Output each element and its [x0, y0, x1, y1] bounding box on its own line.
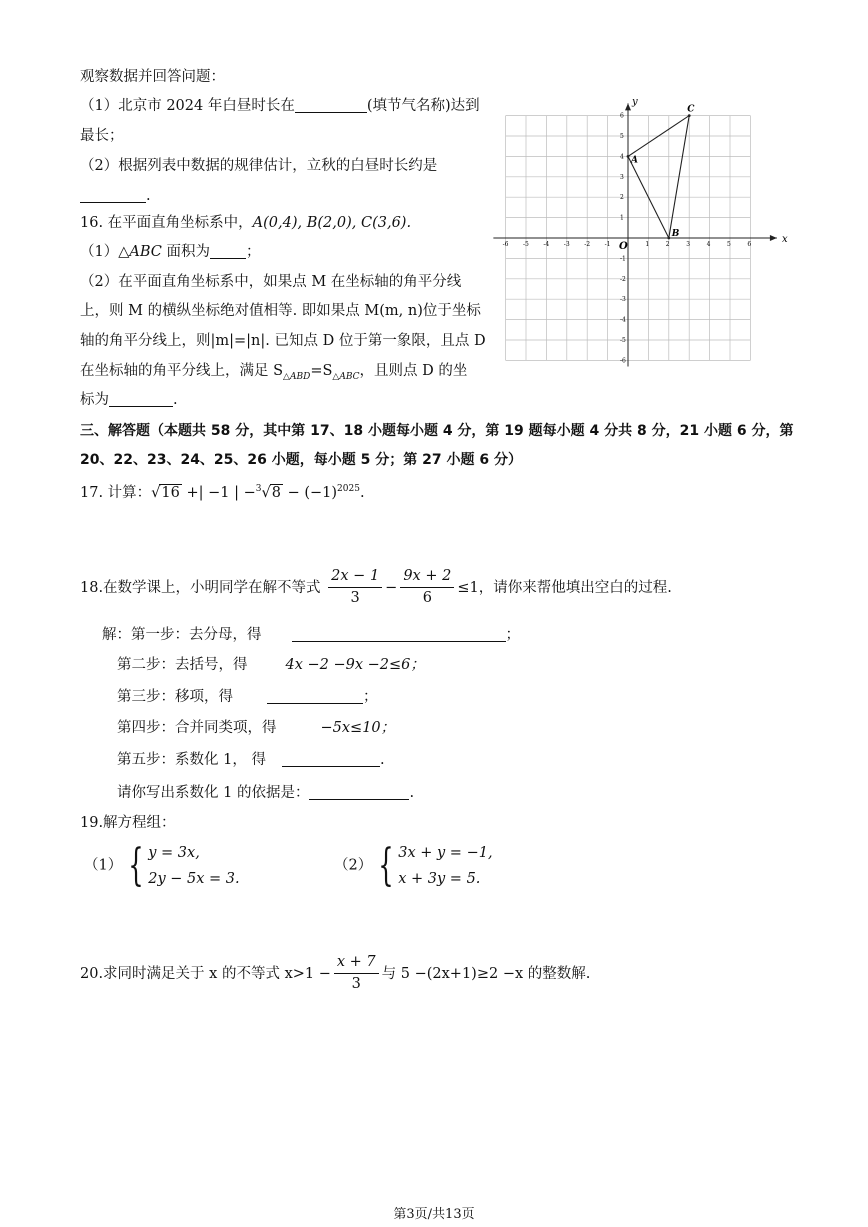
x-tick-label: -6 — [502, 241, 509, 248]
fraction: $\frac{x + 7}{3}$ — [334, 954, 379, 994]
coordinate-plane — [470, 96, 790, 371]
q18-stem: 18.在数学课上，小明同学在解不等式 $\frac{2x - 1}{3}$ − $\frac{9x + 2}{6}$ ≤1，请你来帮他填出空白的过程. — [80, 568, 672, 607]
answer-blank[interactable] — [309, 785, 409, 800]
y-tick-label: -6 — [620, 357, 626, 365]
section3-heading-line2: 20、22、23、24、25、26 小题，每小题 5 分；第 27 小题 6 分） — [80, 452, 522, 468]
point-c — [688, 114, 691, 117]
answer-blank[interactable] — [80, 188, 146, 203]
x-tick-label: -5 — [523, 241, 529, 248]
x-tick-label: -4 — [543, 241, 550, 248]
brace-icon: { — [378, 840, 394, 891]
x-axis-arrow-icon — [770, 235, 777, 241]
q18-step5: 第五步：系数化 1， 得 . — [117, 752, 385, 768]
answer-blank[interactable] — [109, 392, 173, 407]
fraction: $\frac{9x + 2}{6}$ — [400, 568, 454, 608]
y-tick-label: 6 — [620, 112, 624, 120]
q15-part1-cont: 最长； — [80, 128, 124, 144]
sqrt-sign: √ — [151, 485, 161, 501]
sqrt-sign: √ — [261, 485, 271, 501]
y-tick-label: -4 — [620, 316, 626, 324]
q19-label: 19.解方程组： — [80, 815, 176, 831]
y-tick-label: 5 — [620, 133, 624, 140]
q17: 17. 计算：√16 +| −1 | $-^3√8 - (-1)^{2025}$. — [80, 484, 365, 501]
y-tick-label: 1 — [620, 214, 624, 222]
q16-part1: （1）△ABC 面积为 ； — [80, 244, 261, 260]
point-label-a: A — [631, 155, 638, 166]
answer-blank[interactable] — [210, 244, 246, 259]
answer-blank[interactable] — [292, 627, 506, 642]
q18-step3: 第三步：移项，得 ； — [117, 689, 378, 705]
y-tick-label: -1 — [620, 255, 626, 263]
answer-blank[interactable] — [295, 98, 367, 113]
point-b — [667, 237, 670, 240]
y-axis-arrow-icon — [625, 103, 631, 110]
answer-blank[interactable] — [282, 752, 380, 767]
intro-text: 观察数据并回答问题： — [80, 69, 225, 85]
point-label-b: B — [671, 229, 680, 239]
page-footer: 第3页/共13页 — [393, 1207, 475, 1222]
origin-label: O — [619, 241, 628, 252]
x-tick-label: -1 — [604, 241, 611, 248]
y-tick-label: 4 — [620, 153, 624, 161]
q16-stem: 16. 在平面直角坐标系中，A(0,4), B(2,0), C(3,6). — [80, 215, 412, 231]
q18-basis: 请你写出系数化 1 的依据是： . — [117, 785, 415, 801]
q20: 20.求同时满足关于 x 的不等式 x>1 − $\frac{x + 7}{3}$ 与 5 −(2x+1)≥2 −x 的整数解. — [80, 954, 591, 993]
q19-system2: （2） { 3x + y = −1, x + 3y = 5. — [334, 840, 493, 891]
x-tick-label: 4 — [706, 241, 711, 248]
q18-step1: 解：第一步：去分母，得 ； — [102, 627, 520, 643]
q16-part2-line2: 上，则 M 的横纵坐标绝对值相等. 即如果点 M(m, n)位于坐标 — [80, 303, 481, 319]
fraction: $\frac{2x - 1}{3}$ — [328, 568, 382, 608]
x-tick-label: 6 — [747, 241, 752, 248]
y-tick-label: -5 — [620, 337, 626, 344]
y-axis-label: y — [632, 96, 638, 108]
q18-step2: 第二步：去括号，得 4x −2 −9x −2≤6； — [117, 657, 425, 673]
q18-step4: 第四步：合并同类项，得 −5x≤10； — [117, 720, 396, 736]
x-axis-label: x — [782, 234, 788, 245]
x-tick-label: 1 — [645, 241, 650, 248]
q15-part2-cont: . — [80, 188, 151, 205]
x-tick-label: 3 — [686, 241, 691, 248]
y-tick-label: -3 — [620, 296, 626, 304]
q15-part1: （1）北京市 2024 年白昼时长在 (填节气名称)达到 — [80, 98, 480, 114]
x-tick-label: -3 — [563, 241, 570, 248]
q15-part2: （2）根据列表中数据的规律估计，立秋的白昼时长约是 — [80, 158, 438, 174]
x-tick-label: 2 — [665, 241, 670, 248]
q19-system1: （1） { y = 3x, 2y − 5x = 3. — [84, 840, 240, 891]
y-tick-label: 3 — [620, 173, 624, 181]
q16-part2-line3: 轴的角平分线上，则|m|=|n|. 已知点 D 位于第一象限，且点 D — [80, 333, 486, 349]
section3-heading-line1: 三、解答题（本题共 58 分，其中第 17、18 小题每小题 4 分，第 19 题每小题 4 分共 8 分，21 小题 6 分，第 — [80, 423, 794, 439]
y-tick-label: 2 — [620, 194, 624, 202]
q16-part2-line4: 在坐标轴的角平分线上，满足 $S_{\triangle ABD}=S_{\triangle ABC}$，且则点 D 的坐 — [80, 363, 468, 382]
x-tick-label: 5 — [727, 241, 731, 248]
point-a — [627, 155, 630, 158]
q16-part2-line5: 标为 . — [80, 392, 178, 408]
point-label-c: C — [687, 104, 695, 115]
answer-blank[interactable] — [267, 689, 363, 704]
brace-icon: { — [128, 840, 144, 891]
q16-part2-line1: （2）在平面直角坐标系中，如果点 M 在坐标轴的角平分线 — [80, 274, 462, 290]
y-tick-label: -2 — [620, 275, 626, 283]
x-tick-label: -2 — [584, 241, 591, 248]
